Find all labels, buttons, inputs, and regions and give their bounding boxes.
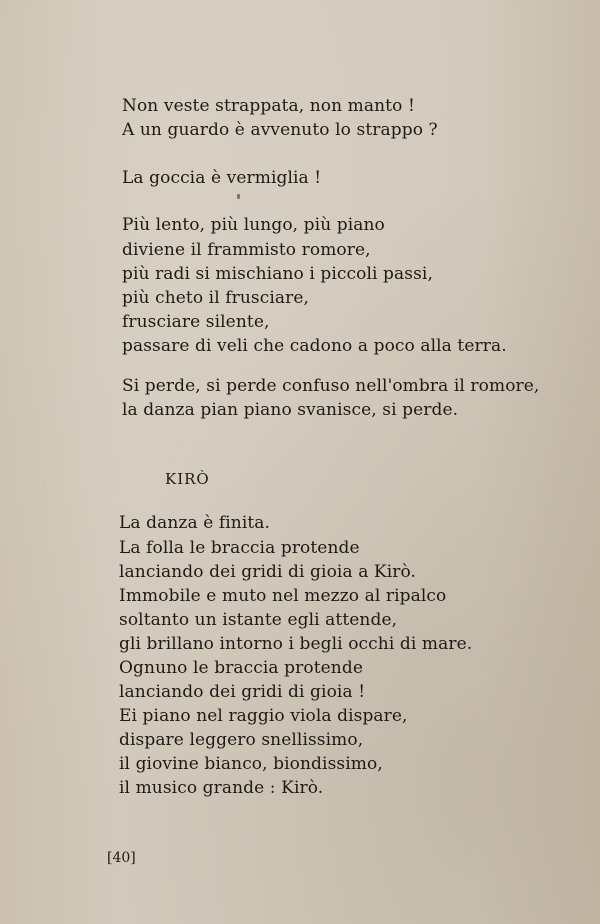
poem-line: dispare leggero snellissimo, [119, 730, 364, 750]
poem-line: Ognuno le braccia protende [119, 658, 363, 678]
page-number: [40] [107, 850, 136, 866]
poem-line: frusciare silente, [122, 312, 270, 332]
poem-line: passare di veli che cadono a poco alla terra. [122, 336, 507, 356]
poem-line: La folla le braccia protende [119, 538, 360, 558]
poem-line: Non veste strappata, non manto ! [122, 96, 415, 116]
section-title: KIRÒ [165, 470, 210, 488]
poem-line: la danza pian piano svanisce, si perde. [122, 400, 459, 420]
poem-line: il giovine bianco, biondissimo, [119, 754, 383, 774]
poem-line: A un guardo è avvenuto lo strappo ? [122, 120, 438, 140]
poem-line: lanciando dei gridi di gioia a Kirò. [119, 562, 417, 582]
poem-line: diviene il frammisto romore, [122, 240, 371, 260]
poem-line: gli brillano intorno i begli occhi di mare. [119, 634, 473, 654]
poem-line: il musico grande : Kirò. [119, 778, 324, 798]
ink-speck [237, 194, 240, 199]
poem-line: Ei piano nel raggio viola dispare, [119, 706, 408, 726]
poem-line: Si perde, si perde confuso nell'ombra il romore, [122, 376, 540, 396]
poem-line: Più lento, più lungo, più piano [122, 215, 385, 235]
poem-line: Immobile e muto nel mezzo al ripalco [119, 586, 447, 606]
poem-line: più cheto il frusciare, [122, 288, 310, 308]
poem-line: lanciando dei gridi di gioia ! [119, 682, 366, 702]
poem-line: più radi si mischiano i piccoli passi, [122, 264, 433, 284]
poem-line: La goccia è vermiglia ! [122, 168, 322, 188]
poem-line: La danza è finita. [119, 513, 271, 533]
poem-line: soltanto un istante egli attende, [119, 610, 398, 630]
